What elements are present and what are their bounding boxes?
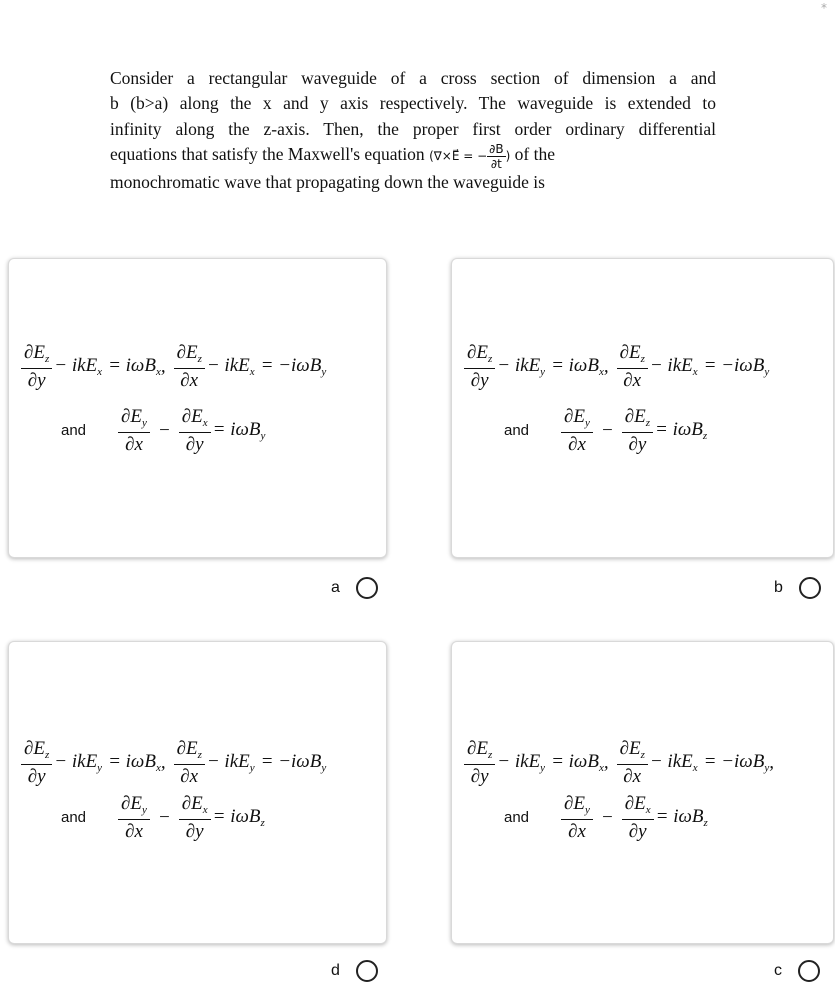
eq2-rhs-text: = −iωB — [260, 355, 322, 377]
eq1-term-sub: y — [540, 366, 546, 379]
eq1-fraction-den: ∂y — [470, 369, 489, 391]
eq2-rhs-sub: y — [764, 366, 770, 379]
eq2-fraction-num — [617, 739, 648, 765]
eq1-rhs — [551, 355, 604, 378]
eq2-fraction-den: ∂x — [180, 369, 199, 391]
option-c-radio[interactable] — [798, 960, 820, 982]
eq3-rhs — [655, 419, 707, 442]
eq3-fraction-2-den: ∂y — [628, 820, 647, 842]
eq3-fraction-1-den: ∂x — [568, 433, 586, 455]
question-line-4-right: of the — [514, 144, 555, 165]
eq2-fraction-num — [174, 739, 205, 765]
eq2-fraction-num-sub: z — [197, 749, 202, 761]
eq3-fraction-2-num-text: ∂E — [181, 406, 203, 427]
option-d-letter: d — [331, 962, 340, 979]
eq3-fraction-1-den: ∂x — [125, 433, 143, 455]
eq1-rhs-text: = iωB — [551, 751, 599, 773]
eq2-term-text: − ikE — [206, 751, 250, 773]
eq2-rhs — [704, 355, 770, 378]
eq2-rhs-sub: y — [764, 762, 770, 775]
eq3-minus: − — [600, 806, 614, 828]
eq3-fraction-1-num-text: ∂E — [121, 793, 143, 814]
eq1-fraction — [21, 739, 52, 786]
maxwell-den: ∂t — [490, 157, 502, 172]
equation-row-1 — [462, 739, 835, 786]
eq3-fraction-2-num-text: ∂E — [624, 793, 646, 814]
and-label: and — [61, 422, 87, 440]
eq2-fraction-num-sub: z — [640, 749, 645, 761]
option-a-choice[interactable] — [331, 577, 378, 599]
eq3-rhs-text: = iωB — [212, 419, 261, 441]
eq2-rhs-text: = −iωB — [703, 355, 765, 377]
eq1-term-text: − ikE — [54, 751, 98, 773]
eq2-rhs — [261, 355, 327, 378]
question-text — [110, 66, 716, 196]
eq2-fraction-den: ∂x — [623, 765, 642, 787]
eq2-term-text: − ikE — [206, 355, 250, 377]
eq1-term-sub: y — [97, 762, 103, 775]
eq3-fraction-1 — [561, 407, 593, 454]
eq3-fraction-2 — [179, 794, 211, 841]
eq1-rhs-sub: x — [155, 366, 161, 379]
eq2-rhs-text: = −iωB — [260, 751, 322, 773]
eq2-rhs-sub: y — [321, 762, 327, 775]
eq3-fraction-2 — [622, 407, 653, 454]
eq3-rhs-text: = iωB — [212, 806, 261, 828]
eq3-fraction-2-num-sub: x — [202, 417, 208, 429]
eq3-fraction-2-num-sub: z — [645, 417, 651, 429]
eq1-term-text: − ikE — [54, 355, 98, 377]
question-line-4 — [110, 142, 716, 170]
eq2-term-sub: x — [249, 366, 255, 379]
option-card-b[interactable] — [451, 258, 834, 558]
eq2-fraction — [617, 739, 648, 786]
question-line-3: infinity along the z-axis. Then, the proper first order ordinary differential — [110, 118, 716, 139]
eq2-term — [207, 751, 255, 774]
eq2-rhs — [261, 751, 327, 774]
option-b-choice[interactable] — [774, 577, 821, 599]
eq3-fraction-2-num — [179, 794, 211, 820]
eq3-fraction-1-num — [561, 407, 593, 433]
eq1-term-sub: y — [540, 762, 546, 775]
equation-row-1 — [19, 739, 396, 786]
eq2-fraction-num — [174, 343, 205, 369]
equation-row-2 — [61, 794, 438, 841]
eq3-fraction-1-num — [118, 794, 150, 820]
eq1-sep: , — [160, 355, 166, 377]
eq2-term-sub: x — [692, 762, 698, 775]
eq2-fraction-den: ∂x — [623, 369, 642, 391]
eq3-minus: − — [157, 806, 171, 828]
option-b-letter: b — [774, 579, 783, 596]
eq1-term-text: − ikE — [497, 751, 541, 773]
eq3-fraction-2-num-sub: x — [645, 804, 651, 816]
eq1-term-text: − ikE — [497, 355, 541, 377]
eq1-sep: , — [603, 751, 609, 773]
eq3-fraction-1-num — [561, 794, 593, 820]
eq2-fraction — [617, 343, 648, 390]
eq1-fraction-num-sub: z — [45, 353, 50, 365]
eq1-fraction — [464, 739, 495, 786]
eq3-rhs — [213, 419, 266, 442]
eq3-fraction-2-num-text: ∂E — [181, 793, 203, 814]
eq3-fraction-1 — [118, 407, 150, 454]
eq2-fraction — [174, 343, 205, 390]
eq3-rhs-sub: z — [260, 817, 265, 830]
eq1-fraction-num-sub: z — [488, 749, 493, 761]
question-line-4-left: equations that satisfy the Maxwell's equation — [110, 144, 425, 165]
eq2-fraction-den: ∂x — [180, 765, 199, 787]
equation-row-2 — [61, 407, 438, 454]
option-b-radio[interactable] — [799, 577, 821, 599]
maxwell-equation — [429, 143, 510, 170]
eq1-fraction — [464, 343, 495, 390]
eq1-fraction — [21, 343, 52, 390]
eq1-term-sub: x — [97, 366, 103, 379]
eq1-term — [54, 355, 102, 378]
eq3-fraction-1-den: ∂x — [125, 820, 143, 842]
eq2-term — [650, 355, 698, 378]
eq3-fraction-1 — [118, 794, 150, 841]
eq3-rhs-text: = iωB — [655, 806, 704, 828]
eq1-term — [497, 751, 545, 774]
eq3-rhs-text: = iωB — [655, 419, 703, 441]
maxwell-lhs: (∇×E⃗ = − — [429, 149, 488, 164]
and-label: and — [61, 809, 87, 827]
eq3-fraction-2-num-sub: x — [202, 804, 208, 816]
eq2-fraction-num — [617, 343, 648, 369]
eq1-fraction-den: ∂y — [27, 369, 46, 391]
eq1-fraction-num — [21, 739, 52, 765]
eq3-rhs-sub: y — [260, 430, 266, 443]
eq2-fraction-num-text: ∂E — [176, 342, 198, 363]
eq3-fraction-1-num-sub: y — [142, 417, 147, 429]
eq1-sep: , — [603, 355, 609, 377]
eq3-rhs — [213, 806, 265, 829]
eq1-fraction-num — [464, 739, 495, 765]
corner-star-icon: * — [821, 1, 827, 15]
eq3-fraction-2-den: ∂y — [628, 433, 647, 455]
option-card-d[interactable] — [8, 641, 387, 944]
eq3-minus: − — [600, 419, 614, 441]
option-a-radio[interactable] — [356, 577, 378, 599]
eq1-fraction-num — [464, 343, 495, 369]
option-d-choice[interactable] — [331, 960, 378, 982]
eq2-term-text: − ikE — [649, 355, 693, 377]
maxwell-fraction — [487, 143, 505, 170]
eq2-rhs-sub: y — [321, 366, 327, 379]
eq3-minus: − — [157, 419, 171, 441]
eq3-fraction-2-num — [622, 794, 654, 820]
eq1-rhs — [108, 355, 161, 378]
eq3-fraction-1-num-text: ∂E — [564, 793, 586, 814]
eq1-rhs — [551, 751, 604, 774]
eq3-fraction-1-num — [118, 407, 150, 433]
eq3-rhs — [656, 806, 708, 829]
eq3-fraction-2 — [179, 407, 211, 454]
eq1-term — [497, 355, 545, 378]
question-line-1: Consider a rectangular waveguide of a cross section of dimension a and — [110, 68, 716, 88]
option-c-letter: c — [774, 962, 782, 979]
and-label: and — [504, 809, 530, 827]
eq1-fraction-num-sub: z — [45, 749, 50, 761]
option-card-a[interactable] — [8, 258, 387, 558]
eq2-term-sub: y — [249, 762, 255, 775]
eq3-rhs-sub: z — [703, 817, 708, 830]
eq3-fraction-1-num-sub: y — [142, 804, 147, 816]
eq1-rhs-text: = iωB — [108, 751, 156, 773]
eq1-rhs-text: = iωB — [108, 355, 156, 377]
eq3-fraction-1-num-text: ∂E — [564, 406, 586, 427]
eq3-fraction-1 — [561, 794, 593, 841]
eq2-sep: , — [769, 751, 774, 773]
eq2-fraction — [174, 739, 205, 786]
eq2-term — [650, 751, 698, 774]
eq3-fraction-2-num-text: ∂E — [624, 406, 646, 427]
eq3-fraction-2-den: ∂y — [185, 433, 204, 455]
and-label: and — [504, 422, 530, 440]
eq2-fraction-num-text: ∂E — [176, 738, 198, 759]
maxwell-close: ) — [505, 149, 511, 164]
eq1-fraction-num — [21, 343, 52, 369]
question-line-5: monochromatic wave that propagating down the waveguide is — [110, 172, 545, 193]
eq1-fraction-num-text: ∂E — [24, 738, 45, 759]
eq1-fraction-num-sub: z — [488, 353, 493, 365]
eq1-fraction-num-text: ∂E — [24, 342, 45, 363]
eq1-rhs-sub: x — [598, 366, 604, 379]
eq2-fraction-num-sub: z — [640, 353, 645, 365]
option-card-c[interactable] — [451, 641, 834, 944]
eq3-fraction-1-num-text: ∂E — [121, 406, 143, 427]
eq1-fraction-num-text: ∂E — [467, 342, 488, 363]
maxwell-num: ∂B — [489, 142, 504, 157]
option-a-letter: a — [331, 579, 340, 596]
eq3-fraction-2 — [622, 794, 654, 841]
eq2-fraction-num-text: ∂E — [619, 738, 641, 759]
eq3-fraction-1-den: ∂x — [568, 820, 586, 842]
eq3-fraction-1-num-sub: y — [585, 804, 590, 816]
eq2-fraction-num-sub: z — [197, 353, 202, 365]
eq1-fraction-den: ∂y — [27, 765, 46, 787]
eq2-term-sub: x — [692, 366, 698, 379]
eq1-rhs-sub: x — [155, 762, 161, 775]
option-c-choice[interactable] — [774, 960, 820, 982]
eq1-fraction-num-text: ∂E — [467, 738, 488, 759]
eq3-fraction-2-num — [179, 407, 211, 433]
eq1-rhs-text: = iωB — [551, 355, 599, 377]
equation-row-2 — [504, 794, 835, 841]
eq2-rhs — [704, 751, 770, 774]
eq1-rhs-sub: x — [598, 762, 604, 775]
eq3-fraction-2-num — [622, 407, 653, 433]
eq3-rhs-sub: z — [702, 430, 708, 443]
question-line-2: b (b>a) along the x and y axis respectively. The waveguide is extended to — [110, 93, 716, 114]
equation-row-1 — [19, 343, 396, 390]
eq1-fraction-den: ∂y — [470, 765, 489, 787]
equation-row-1 — [462, 343, 835, 390]
eq3-fraction-2-den: ∂y — [185, 820, 204, 842]
equation-row-2 — [504, 407, 835, 454]
eq3-fraction-1-num-sub: y — [585, 417, 590, 429]
option-d-radio[interactable] — [356, 960, 378, 982]
eq2-term — [207, 355, 255, 378]
eq2-fraction-num-text: ∂E — [619, 342, 641, 363]
eq1-rhs — [108, 751, 161, 774]
eq1-term — [54, 751, 102, 774]
eq2-term-text: − ikE — [649, 751, 693, 773]
eq1-sep: , — [160, 751, 166, 773]
eq2-rhs-text: = −iωB — [703, 751, 765, 773]
